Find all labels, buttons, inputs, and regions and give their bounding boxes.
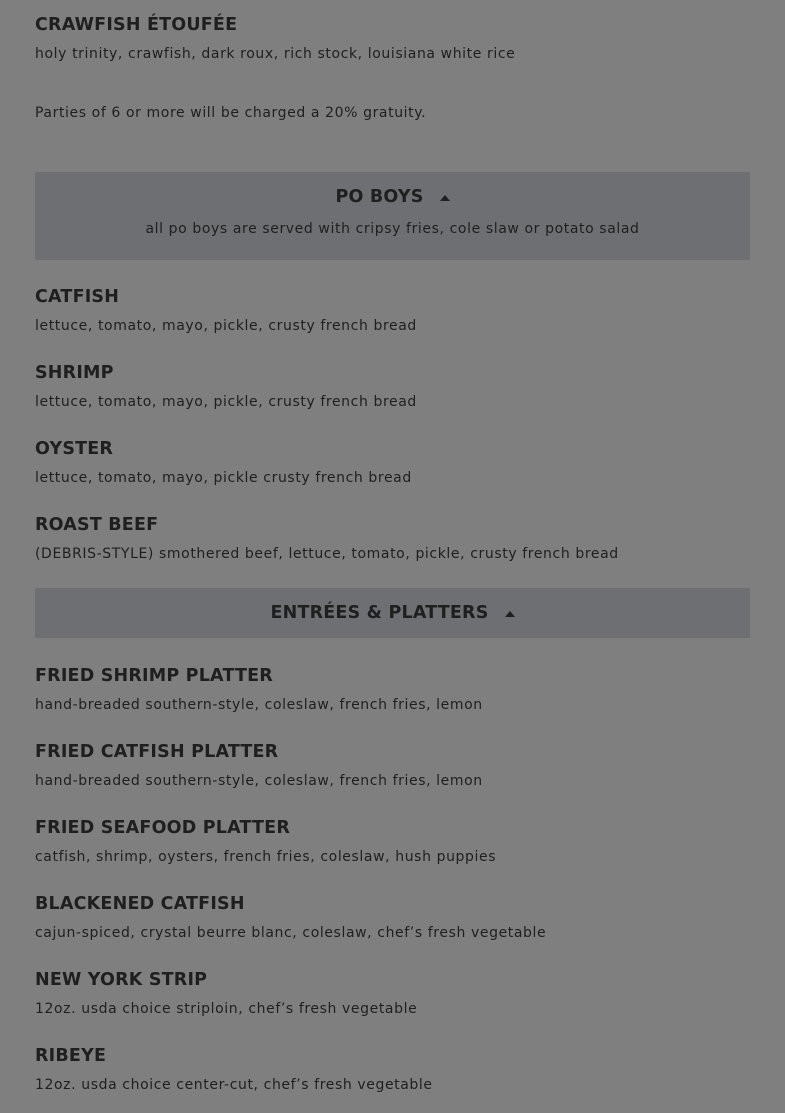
menu-item-new-york-strip xyxy=(35,969,750,1018)
caret-up-icon[interactable] xyxy=(505,611,515,617)
menu-item-crawfish-etoufee xyxy=(35,14,750,63)
item-name: RIBEYE xyxy=(35,1046,107,1066)
item-description: lettuce, tomato, mayo, pickle, crusty french bread xyxy=(35,318,417,334)
menu-item-blackened-catfish xyxy=(35,893,750,942)
item-description: 12oz. usda choice striploin, chef’s fresh vegetable xyxy=(35,1001,418,1017)
menu-item-roast-beef xyxy=(35,514,750,563)
menu-item-fried-shrimp-platter xyxy=(35,665,750,714)
item-name: BLACKENED CATFISH xyxy=(35,894,245,914)
item-description: catfish, shrimp, oysters, french fries, coleslaw, hush puppies xyxy=(35,849,497,865)
section-subtitle: all po boys are served with cripsy fries, cole slaw or potato salad xyxy=(145,221,640,237)
item-description: lettuce, tomato, mayo, pickle crusty french bread xyxy=(35,470,412,486)
item-name: SHRIMP xyxy=(35,363,114,383)
menu-item-oyster xyxy=(35,438,750,487)
section-toggle-po-boys[interactable] xyxy=(35,186,750,208)
menu-item-fried-seafood-platter xyxy=(35,817,750,866)
item-name: FRIED CATFISH PLATTER xyxy=(35,742,279,762)
section-title: PO BOYS xyxy=(335,187,424,207)
gratuity-note: Parties of 6 or more will be charged a 20% gratuity. xyxy=(35,105,427,121)
caret-up-icon[interactable] xyxy=(440,195,450,201)
item-description: hand-breaded southern-style, coleslaw, french fries, lemon xyxy=(35,773,483,789)
item-name: CRAWFISH ÉTOUFÉE xyxy=(35,15,238,35)
menu-item-catfish xyxy=(35,286,750,335)
item-description: cajun-spiced, crystal beurre blanc, coleslaw, chef’s fresh vegetable xyxy=(35,925,547,941)
item-description: holy trinity, crawfish, dark roux, rich stock, louisiana white rice xyxy=(35,46,516,62)
item-description: (DEBRIS-STYLE) smothered beef, lettuce, tomato, pickle, crusty french bread xyxy=(35,546,619,562)
section-title: ENTRÉES & PLATTERS xyxy=(270,603,489,623)
item-description: lettuce, tomato, mayo, pickle, crusty french bread xyxy=(35,394,417,410)
item-name: ROAST BEEF xyxy=(35,515,159,535)
item-name: FRIED SEAFOOD PLATTER xyxy=(35,818,291,838)
item-name: FRIED SHRIMP PLATTER xyxy=(35,666,273,686)
section-header-po-boys[interactable] xyxy=(35,172,750,260)
menu-item-fried-catfish-platter xyxy=(35,741,750,790)
menu-item-ribeye xyxy=(35,1045,750,1094)
section-header-entrees[interactable] xyxy=(35,588,750,638)
item-description: 12oz. usda choice center-cut, chef’s fresh vegetable xyxy=(35,1077,433,1093)
item-name: CATFISH xyxy=(35,287,120,307)
item-description: hand-breaded southern-style, coleslaw, french fries, lemon xyxy=(35,697,483,713)
menu-item-shrimp xyxy=(35,362,750,411)
item-name: NEW YORK STRIP xyxy=(35,970,208,990)
item-name: OYSTER xyxy=(35,439,114,459)
section-toggle-entrees[interactable] xyxy=(35,602,750,624)
